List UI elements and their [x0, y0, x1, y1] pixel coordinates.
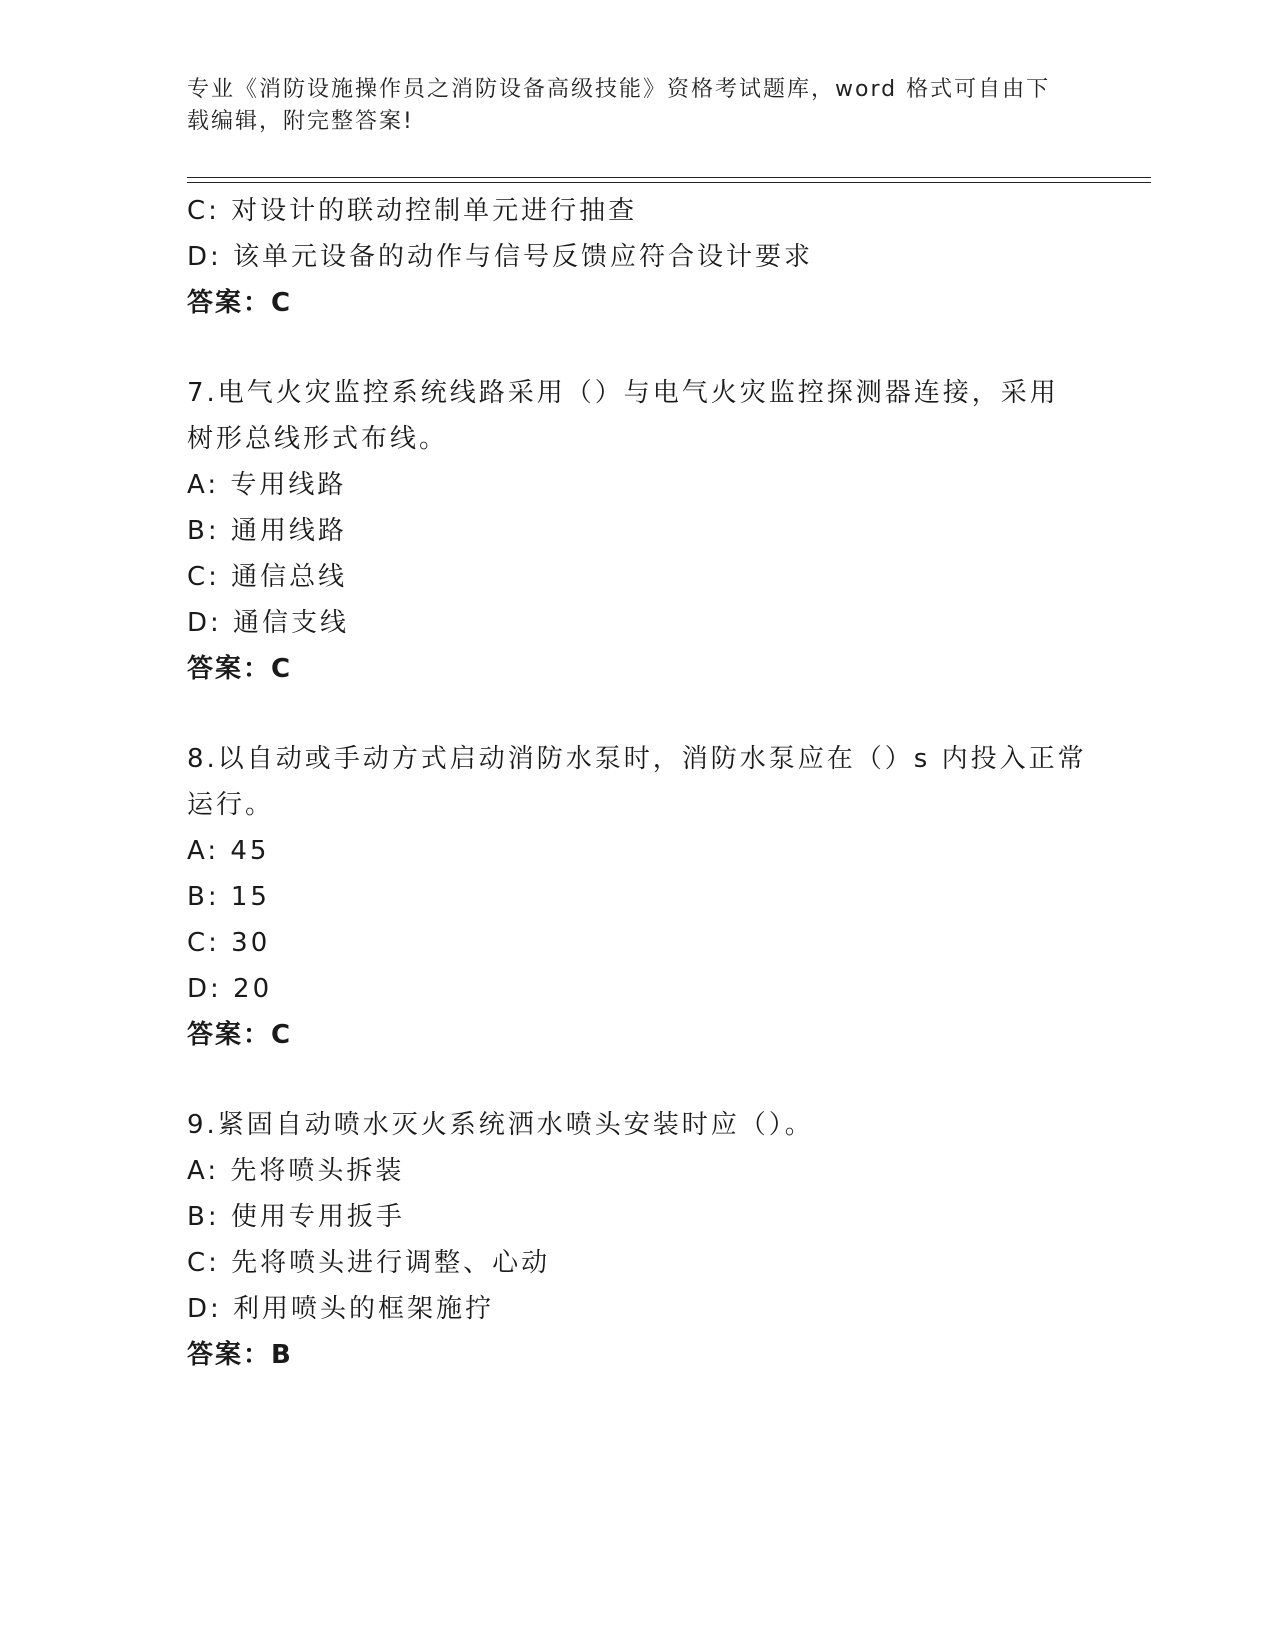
question-6-continued: [187, 188, 1087, 326]
option-d: D: 该单元设备的动作与信号反馈应符合设计要求: [187, 242, 814, 272]
spacer: [187, 326, 1087, 370]
option-b: B: 15: [187, 882, 270, 912]
question-stem: 7.电气火灾监控系统线路采用（）与电气火灾监控探测器连接，采用: [187, 378, 1059, 408]
spacer: [187, 1058, 1087, 1102]
question-stem-continued: 运行。: [187, 790, 275, 820]
question-stem: 9.紧固自动喷水灭火系统洒水喷头安装时应（）。: [187, 1110, 814, 1140]
answer-line: 答案：C: [187, 1020, 293, 1050]
option-a: A: 先将喷头拆装: [187, 1156, 405, 1186]
answer-line: 答案：C: [187, 654, 293, 684]
question-9: [187, 1102, 1087, 1378]
header-divider-top: [187, 177, 1151, 178]
answer-line: 答案：C: [187, 288, 293, 318]
option-d: D: 通信支线: [187, 608, 350, 638]
spacer: [187, 692, 1087, 736]
question-stem-continued: 树形总线形式布线。: [187, 424, 449, 454]
option-c: C: 通信总线: [187, 562, 348, 592]
question-7: [187, 370, 1087, 692]
option-d: D: 20: [187, 974, 273, 1004]
header-title-line-2: 载编辑，附完整答案!: [187, 109, 414, 134]
option-a: A: 专用线路: [187, 470, 347, 500]
header-title-line-1: 专业《消防设施操作员之消防设备高级技能》资格考试题库，word 格式可自由下: [187, 77, 1051, 102]
option-c: C: 30: [187, 928, 271, 958]
option-c: C: 对设计的联动控制单元进行抽查: [187, 196, 638, 226]
question-8: [187, 736, 1087, 1058]
option-a: A: 45: [187, 836, 270, 866]
option-d: D: 利用喷头的框架施拧: [187, 1294, 495, 1324]
option-b: B: 通用线路: [187, 516, 347, 546]
question-stem: 8.以自动或手动方式启动消防水泵时，消防水泵应在（）s 内投入正常: [187, 744, 1087, 774]
document-header: [187, 74, 1067, 138]
header-divider-bottom: [187, 182, 1151, 183]
option-b: B: 使用专用扳手: [187, 1202, 405, 1232]
answer-line: 答案：B: [187, 1340, 293, 1370]
option-c: C: 先将喷头进行调整、心动: [187, 1248, 551, 1278]
question-list: [187, 188, 1087, 1378]
